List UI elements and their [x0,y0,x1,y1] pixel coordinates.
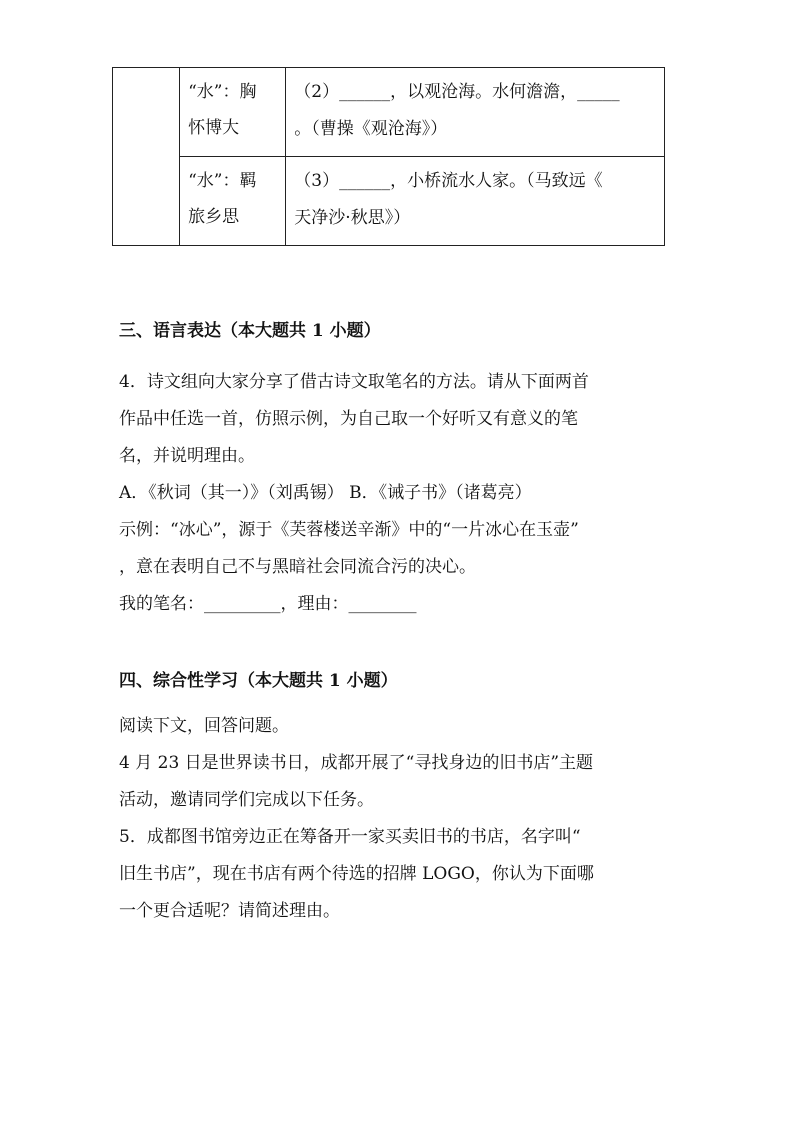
body-line: 活动，邀请同学们完成以下任务。 [119,790,374,810]
theme-line: 怀博大 [188,118,240,138]
question-line: ，意在表明自己不与黑暗社会同流合污的决心。 [119,557,476,577]
question-4 [119,364,671,623]
section4-body [119,708,671,930]
table-row [113,68,665,157]
question-line: 4．诗文组向大家分享了借古诗文取笔名的方法。请从下面两首 [119,372,589,392]
content-cell [286,68,665,157]
content-line: （2）______，以观沧海。水何澹澹，_____ [294,82,620,102]
question-line: 示例：“冰心”，源于《芙蓉楼送辛渐》中的“一片冰心在玉壶” [119,520,579,540]
table-row [113,157,665,246]
content-line: 天净沙·秋思》） [294,208,411,228]
theme-line: 旅乡思 [188,207,240,227]
body-line: 阅读下文，回答问题。 [119,716,289,736]
question-line: 作品中任选一首，仿照示例，为自己取一个好听又有意义的笔 [119,409,578,429]
poetry-table [112,67,665,246]
content-line: 。（曹操《观沧海》） [294,119,448,139]
theme-line: “水”：胸 [188,82,257,102]
body-line: 5．成都图书馆旁边正在筹备开一家买卖旧书的书店，名字叫“ [119,827,581,847]
body-line: 一个更合适呢？请简述理由。 [119,901,340,921]
answer-line: 我的笔名：_________，理由：________ [119,594,417,614]
question-line: A．《秋词（其一）》（刘禹锡） B．《诫子书》（诸葛亮） [119,483,532,503]
body-line: 旧生书店”，现在书店有两个待选的招牌 LOGO，你认为下面哪 [119,864,594,884]
theme-cell [180,68,286,157]
theme-line: “水”：羁 [188,171,257,191]
content-line: （3）______，小桥流水人家。（马致远《 [294,171,603,191]
theme-cell [180,157,286,246]
question-line: 名，并说明理由。 [119,446,255,466]
section-heading: 三、语言表达（本大题共 1 小题） [119,321,381,341]
content-cell [286,157,665,246]
table-cell-merged [113,68,180,246]
section-heading: 四、综合性学习（本大题共 1 小题） [119,671,398,691]
body-line: 4 月 23 日是世界读书日，成都开展了“寻找身边的旧书店”主题 [119,753,594,773]
